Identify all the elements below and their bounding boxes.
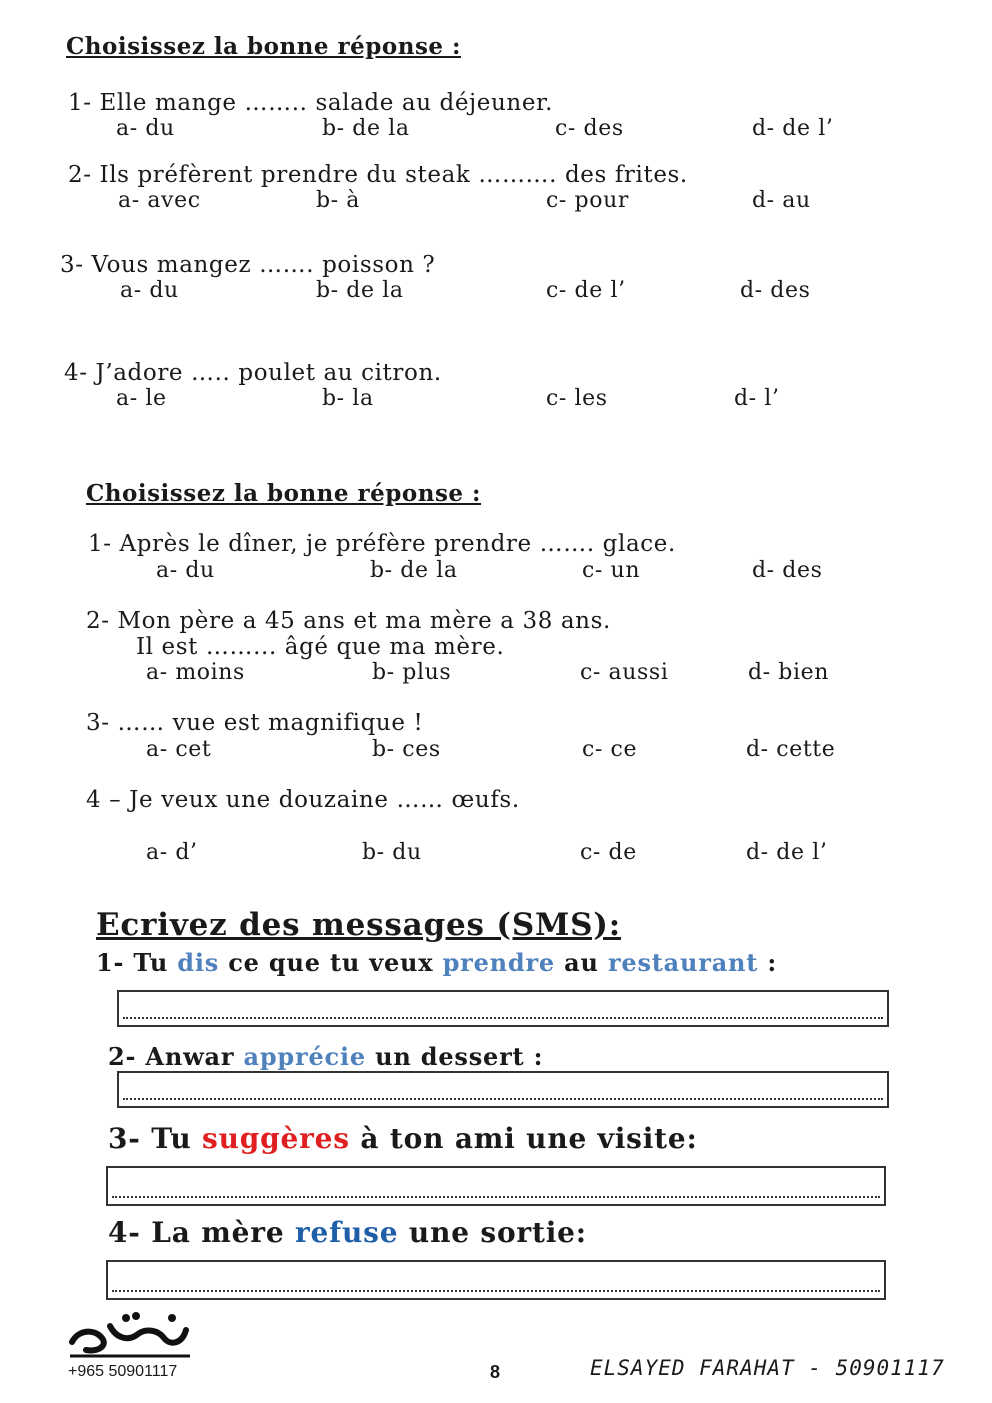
s2-q2-opt-c: c- aussi <box>580 660 669 685</box>
sms-q1 <box>96 948 777 977</box>
s1-q4-opt-b: b- la <box>322 386 374 411</box>
sms-q2-p2: un dessert : <box>365 1042 544 1071</box>
footer-author: ELSAYED FARAHAT - 50901117 <box>590 1356 945 1380</box>
s2-q1-opt-a: a- du <box>156 558 215 583</box>
page-number: 8 <box>490 1362 501 1382</box>
s1-q3-opt-a: a- du <box>120 278 179 303</box>
s1-q4-text: 4- J’adore ….. poulet au citron. <box>64 360 442 386</box>
s2-q2-opt-a: a- moins <box>146 660 245 685</box>
s2-q3-opt-c: c- ce <box>582 737 638 762</box>
s2-q4-opt-d: d- de l’ <box>746 840 828 865</box>
sms-q1-p4: : <box>758 948 778 977</box>
s1-q2-opt-b: b- à <box>316 188 361 213</box>
sms-q4-p1: 4- La mère <box>108 1216 295 1249</box>
sms-q1-p1: 1- Tu <box>96 948 178 977</box>
sms-answer-box-2[interactable] <box>117 1071 889 1108</box>
s1-q1-opt-c: c- des <box>555 116 624 141</box>
s2-q2-text: 2- Mon père a 45 ans et ma mère a 38 ans. <box>86 608 611 634</box>
sms-answer-box-3[interactable] <box>106 1166 886 1206</box>
sms-q4-w1: refuse <box>295 1216 399 1249</box>
sms-answer-box-1[interactable] <box>117 990 889 1027</box>
s1-q2-text: 2- Ils préfèrent prendre du steak ………. des frites. <box>68 162 688 188</box>
s2-q2-text-line2: Il est ……... âgé que ma mère. <box>136 634 505 660</box>
s1-q3-opt-d: d- des <box>740 278 811 303</box>
s2-q1-text: 1- Après le dîner, je préfère prendre ……. glace. <box>88 531 676 557</box>
sms-q3-p2: à ton ami une visite: <box>349 1122 698 1155</box>
sms-q3 <box>108 1122 698 1155</box>
s2-q3-text: 3- …… vue est magnifique ! <box>86 710 424 736</box>
s1-q4-opt-d: d- l’ <box>734 386 780 411</box>
s1-q1-opt-a: a- du <box>116 116 175 141</box>
s1-q2-opt-d: d- au <box>752 188 811 213</box>
s2-q2-opt-b: b- plus <box>372 660 452 685</box>
s1-q1-opt-b: b- de la <box>322 116 410 141</box>
sms-q2-p1: 2- Anwar <box>108 1042 244 1071</box>
sms-q1-p2: ce que tu veux <box>219 948 443 977</box>
sms-q1-p3: au <box>555 948 608 977</box>
s1-q4-opt-a: a- le <box>116 386 167 411</box>
sms-q2-w1: apprécie <box>243 1042 366 1071</box>
brand-logo-text: رؤية <box>130 1348 132 1349</box>
s2-q2-opt-d: d- bien <box>748 660 830 685</box>
sms-q3-w1: suggères <box>202 1122 350 1155</box>
sms-answer-box-4[interactable] <box>106 1260 886 1300</box>
sms-q2 <box>108 1042 543 1071</box>
sms-q4 <box>108 1216 587 1249</box>
s2-q1-opt-b: b- de la <box>370 558 458 583</box>
s1-q1-text: 1- Elle mange …….. salade au déjeuner. <box>68 90 554 116</box>
s2-q4-text: 4 – Je veux une douzaine …… œufs. <box>86 787 520 813</box>
s2-q1-opt-c: c- un <box>582 558 641 583</box>
sms-q3-p1: 3- Tu <box>108 1122 203 1155</box>
s2-q3-opt-a: a- cet <box>146 737 212 762</box>
s1-q3-opt-b: b- de la <box>316 278 404 303</box>
s2-q3-opt-b: b- ces <box>372 737 441 762</box>
footer-phone: +965 50901117 <box>68 1363 178 1380</box>
s1-q4-opt-c: c- les <box>546 386 608 411</box>
brand-logo <box>68 1308 192 1360</box>
s2-q3-opt-d: d- cette <box>746 737 836 762</box>
s1-q1-opt-d: d- de l’ <box>752 116 834 141</box>
sms-q1-w1: dis <box>177 948 220 977</box>
s2-q4-opt-b: b- du <box>362 840 422 865</box>
sms-q4-p2: une sortie: <box>398 1216 587 1249</box>
s2-q4-opt-a: a- d’ <box>146 840 198 865</box>
brand-logo-mark <box>68 1308 192 1360</box>
s2-q1-opt-d: d- des <box>752 558 823 583</box>
s2-q4-opt-c: c- de <box>580 840 637 865</box>
sms-q1-w3: restaurant <box>607 948 759 977</box>
sms-title: Ecrivez des messages (SMS): <box>96 907 622 943</box>
s1-q3-opt-c: c- de l’ <box>546 278 626 303</box>
s1-q2-opt-a: a- avec <box>118 188 201 213</box>
section2-heading: Choisissez la bonne réponse : <box>86 480 482 507</box>
sms-q1-w2: prendre <box>442 948 556 977</box>
s1-q2-opt-c: c- pour <box>546 188 629 213</box>
s1-q3-text: 3- Vous mangez ……. poisson ? <box>60 252 436 278</box>
section1-heading: Choisissez la bonne réponse : <box>66 33 462 60</box>
